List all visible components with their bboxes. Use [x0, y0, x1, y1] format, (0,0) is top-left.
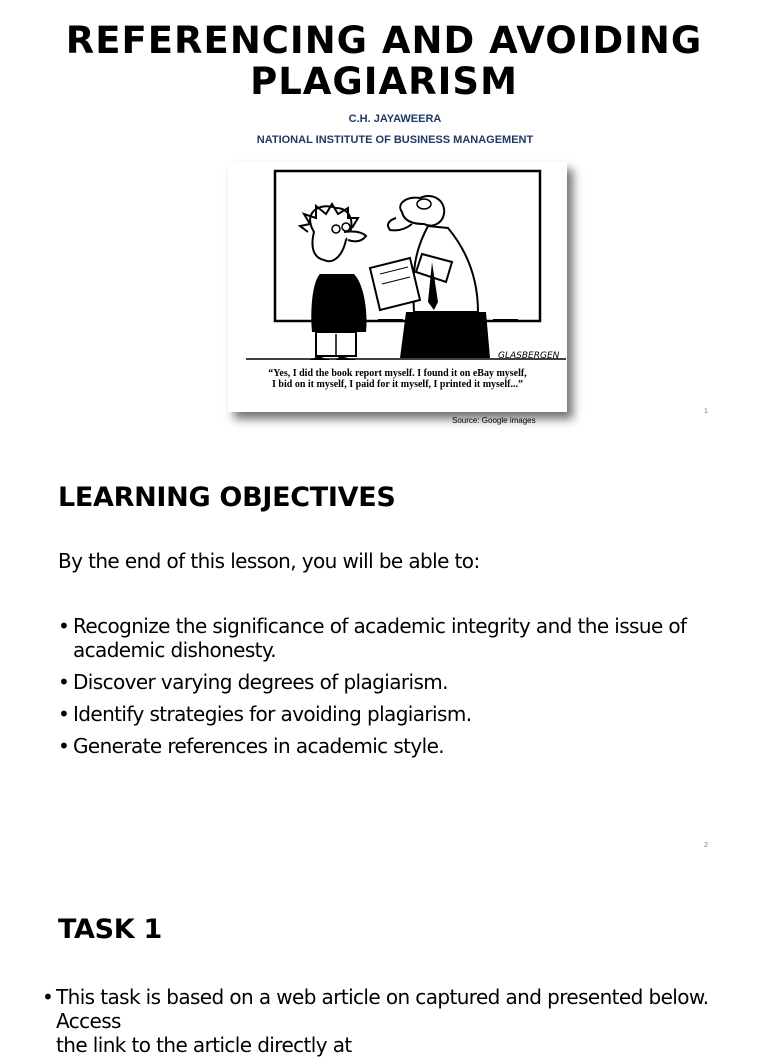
caption-line-2: I bid on it myself, I paid for it myself, I printed it myself...” — [272, 379, 523, 390]
bullet: • — [58, 670, 70, 694]
title-line-1: REFERENCING AND AVOIDING — [65, 19, 703, 62]
page-number: 1 — [704, 408, 708, 415]
slide-2 — [0, 434, 768, 868]
bullet: • — [42, 985, 54, 1009]
page-number: 2 — [704, 842, 708, 849]
objective-text: Generate references in academic style. — [73, 734, 445, 758]
bullet: • — [58, 614, 70, 638]
objective-text: Discover varying degrees of plagiarism. — [73, 670, 448, 694]
slide-heading: TASK 1 — [58, 914, 162, 945]
task-list — [42, 985, 757, 1057]
task-text: This task is based on a web article on captured and presented below. Access — [56, 985, 709, 1033]
slide-1 — [0, 0, 768, 434]
task-text-cont: the link to the article directly at — [56, 1033, 352, 1057]
list-item — [42, 985, 757, 1057]
list-item — [58, 734, 698, 758]
caption-line-1: “Yes, I did the book report myself. I found it on eBay myself, — [268, 368, 527, 379]
slide-heading: LEARNING OBJECTIVES — [58, 482, 396, 513]
objective-text: Identify strategies for avoiding plagiarism. — [73, 702, 472, 726]
list-item — [58, 702, 698, 726]
list-item — [58, 614, 698, 662]
objectives-list — [58, 614, 698, 766]
cartoon-image — [228, 162, 567, 412]
slide-title — [0, 20, 768, 102]
objective-text: Recognize the significance of academic integrity and the issue of — [73, 614, 687, 638]
cartoon-caption — [228, 368, 567, 390]
author-name: C.H. JAYAWEERA — [348, 113, 442, 125]
title-line-2: PLAGIARISM — [250, 60, 518, 103]
bullet: • — [58, 702, 70, 726]
organization-name: NATIONAL INSTITUTE OF BUSINESS MANAGEMENT — [256, 134, 534, 146]
bullet: • — [58, 734, 70, 758]
cartoon-signature: GLASBERGEN — [498, 351, 560, 361]
image-source: Source: Google images — [452, 416, 536, 425]
objective-text-cont: academic dishonesty. — [73, 638, 277, 662]
list-item — [58, 670, 698, 694]
intro-text: By the end of this lesson, you will be able to: — [58, 549, 480, 573]
slide-3 — [0, 868, 768, 1057]
